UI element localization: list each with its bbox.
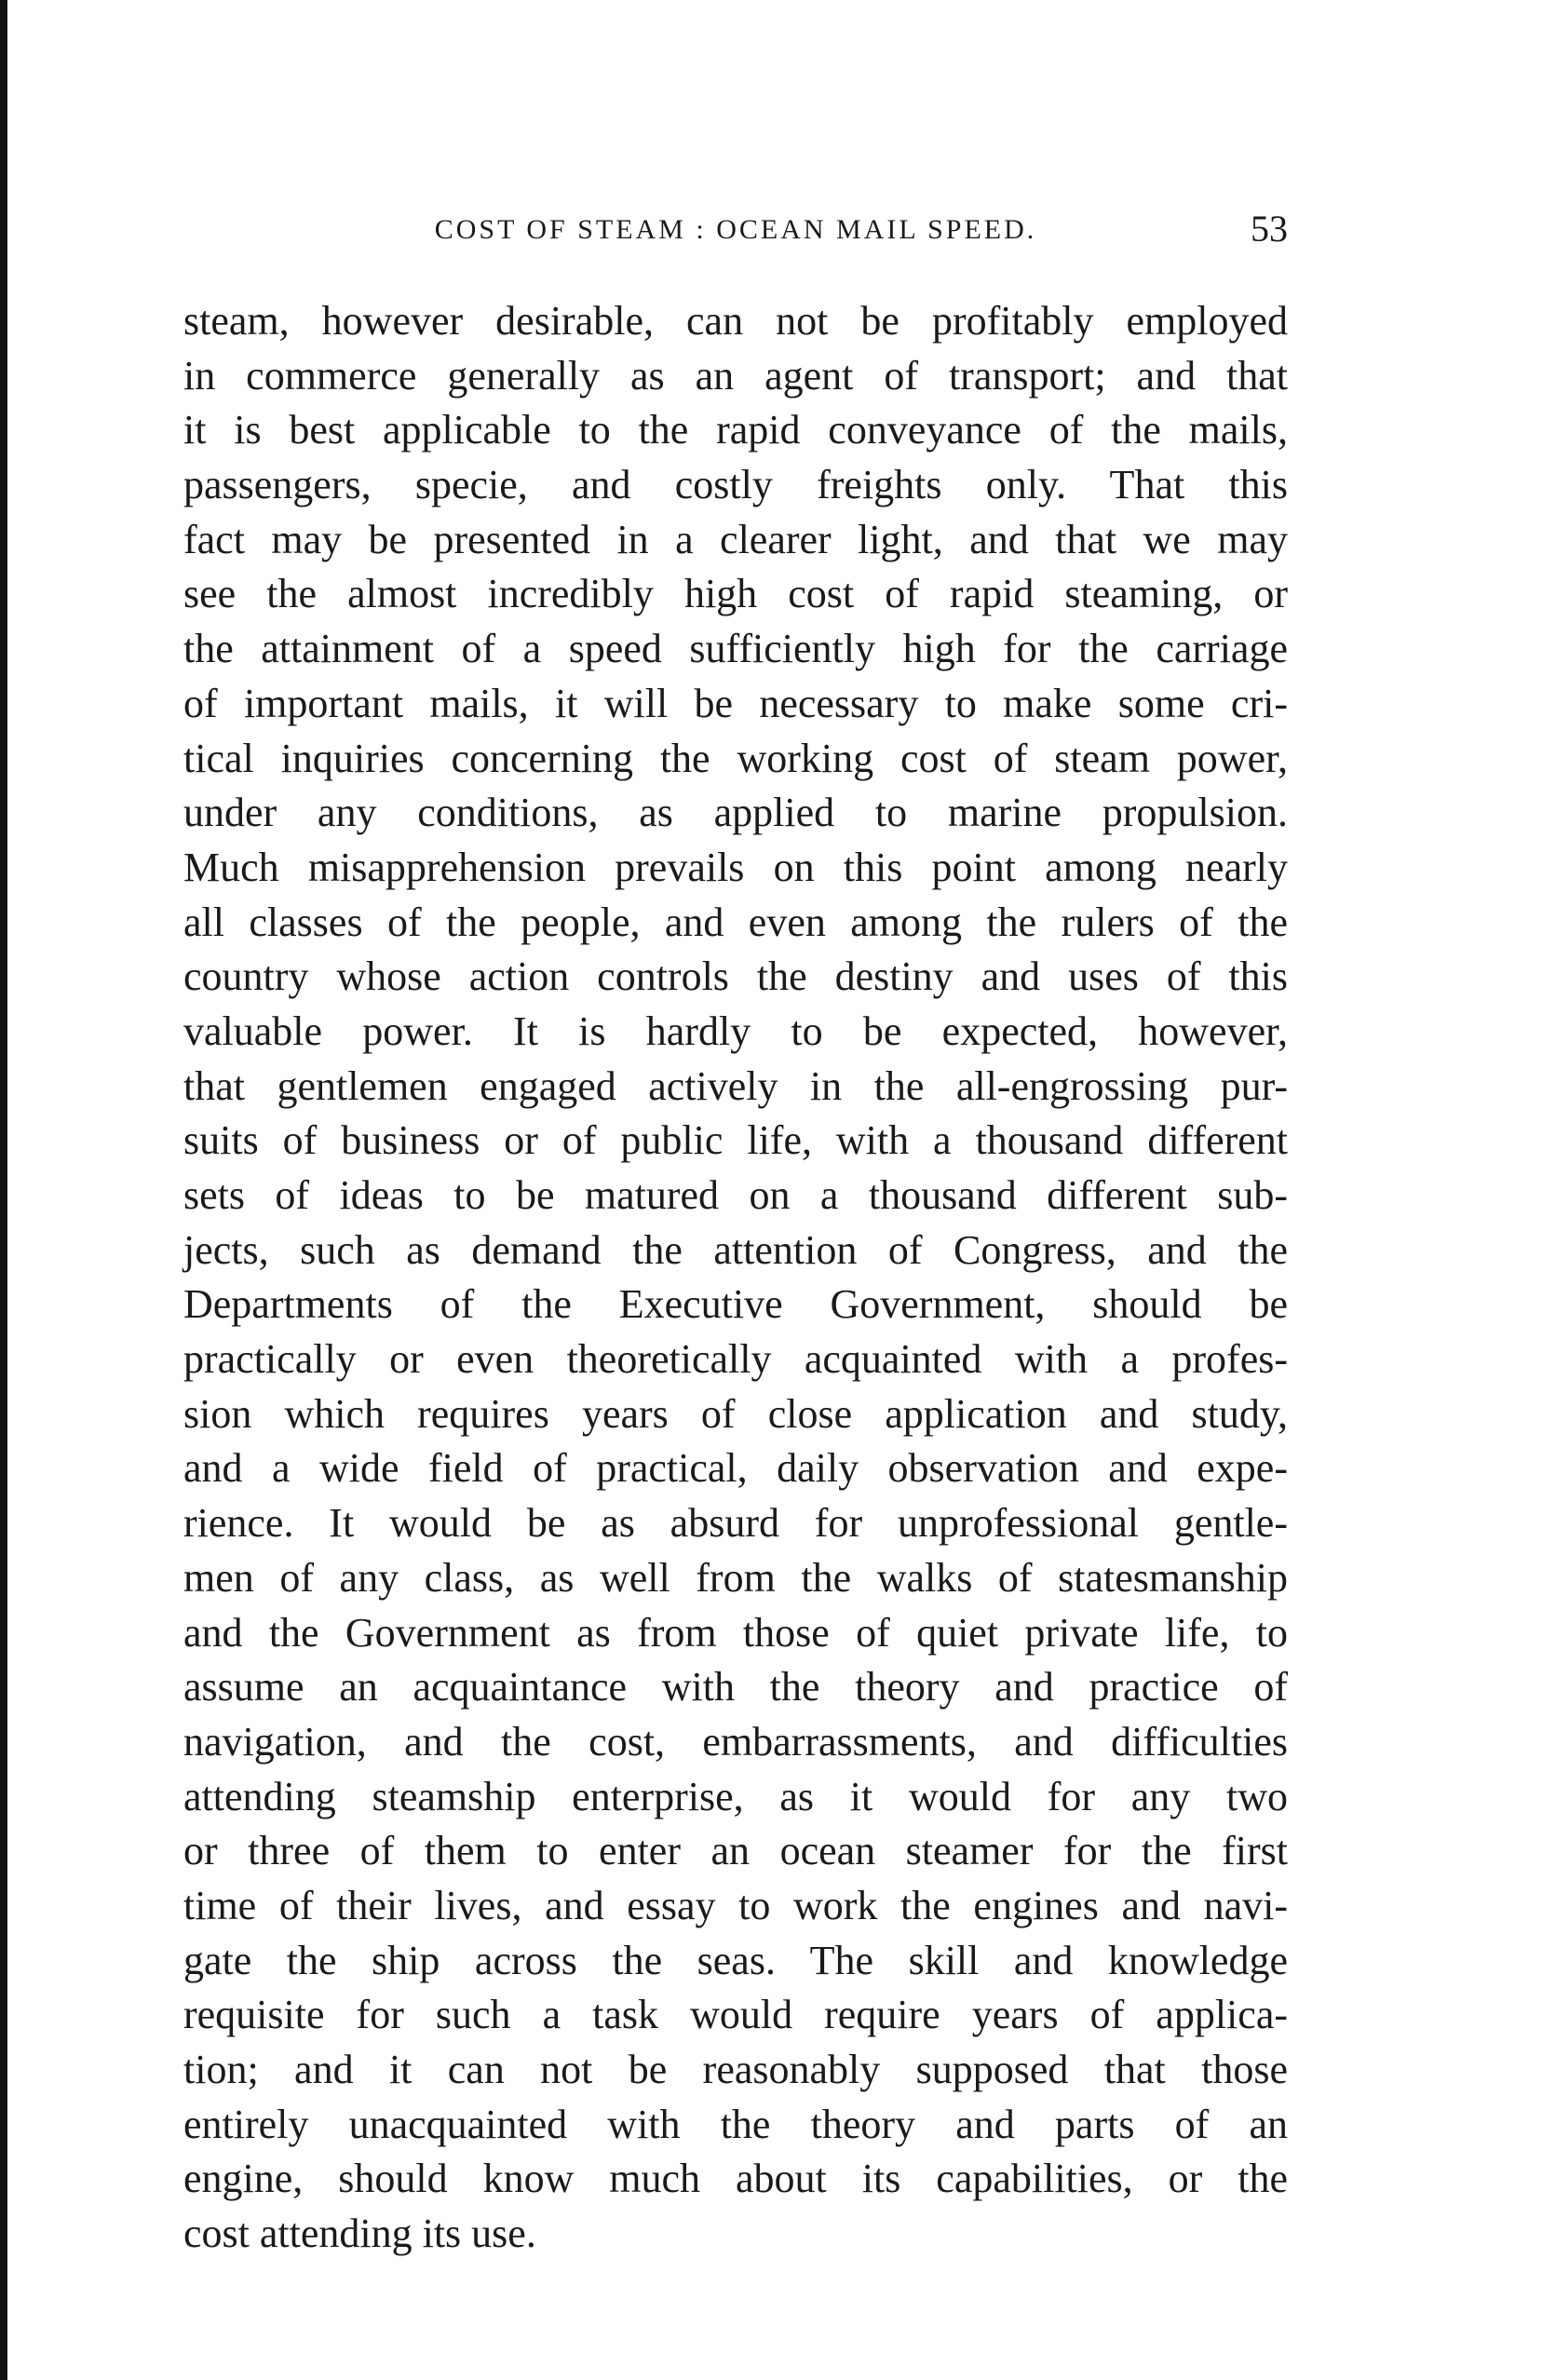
text-line: it is best applicable to the rapid conveyance of the mails, [183,407,1288,453]
text-line: rience. It would be as absurd for unprofessional gentle- [183,1500,1288,1547]
text-line: and a wide field of practical, daily observation and expe- [183,1445,1288,1492]
text-line: men of any class, as well from the walks of statesmanship [183,1554,1288,1601]
text-line: time of their lives, and essay to work the engines and navi- [183,1882,1288,1928]
text-line: in commerce generally as an agent of transport; and that [183,352,1288,399]
text-line: of important mails, it will be necessary to make some cri- [183,680,1288,726]
page-number: 53 [1251,208,1288,250]
running-title: COST OF STEAM : OCEAN MAIL SPEED. [434,214,1037,245]
text-line: assume an acquaintance with the theory and practice of [183,1664,1288,1711]
text-line: navigation, and the cost, embarrassments, and difficulties [183,1718,1288,1765]
text-line: jects, such as demand the attention of Congress, and the [183,1226,1288,1273]
text-line: attending steamship enterprise, as it would for any two [183,1773,1288,1819]
text-line: practically or even theoretically acquainted with a profes- [183,1336,1288,1383]
body-paragraph [183,294,1288,2262]
text-line: passengers, specie, and costly freights only. That this [183,462,1288,508]
text-line: Departments of the Executive Government, should be [183,1281,1288,1328]
text-line: or three of them to enter an ocean steamer for the first [183,1828,1288,1874]
text-line: entirely unacquainted with the theory and parts of an [183,2101,1288,2147]
text-line: under any conditions, as applied to marine propulsion. [183,790,1288,836]
text-line: cost attending its use. [183,2211,536,2257]
text-line: suits of business or of public life, with a thousand different [183,1117,1288,1164]
text-line: see the almost incredibly high cost of rapid steaming, or [183,571,1288,617]
text-line: gate the ship across the seas. The skill and knowledge [183,1937,1288,1983]
text-line: and the Government as from those of quiet private life, to [183,1609,1288,1656]
text-line: tion; and it can not be reasonably supposed that those [183,2047,1288,2092]
text-line: country whose action controls the destiny and uses of this [183,953,1288,1000]
text-line: sets of ideas to be matured on a thousand different sub- [183,1172,1288,1218]
text-line: fact may be presented in a clearer light, and that we may [183,516,1288,562]
text-line: all classes of the people, and even among the rulers of the [183,899,1288,945]
page-header [183,207,1288,253]
text-line: tical inquiries concerning the working cost of steam power, [183,735,1288,781]
page-edge-shadow [0,0,7,2380]
text-line: engine, should know much about its capabilities, or the [183,2156,1288,2202]
text-line: sion which requires years of close application and study, [183,1390,1288,1437]
text-line: that gentlemen engaged actively in the all-engrossing pur- [183,1062,1288,1109]
text-line: the attainment of a speed sufficiently high for the carriage [183,626,1288,672]
text-line: valuable power. It is hardly to be expected, however, [183,1007,1288,1054]
text-line: requisite for such a task would require years of applica- [183,1992,1288,2038]
text-line: steam, however desirable, can not be profitably employed [183,298,1288,344]
text-line: Much misapprehension prevails on this point among nearly [183,844,1288,890]
